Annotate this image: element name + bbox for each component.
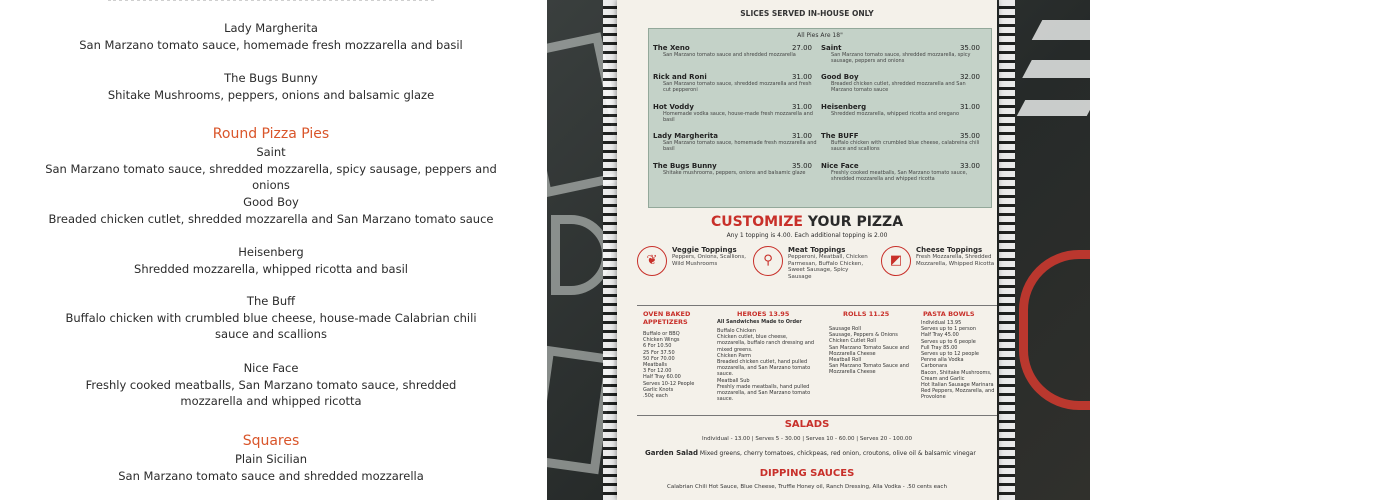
pie-entry bbox=[821, 73, 986, 93]
customize-pricing: Any 1 topping is 4.00. Each additional topping is 2.00 bbox=[726, 232, 888, 239]
pie-desc: San Marzano tomato sauce, shredded mozzarella, spicy sausage, peppers and onions bbox=[831, 52, 971, 64]
pie-name: The Bugs Bunny bbox=[653, 162, 717, 170]
menu-text-column bbox=[40, 0, 502, 500]
item-description: Buffalo chicken with crumbled blue cheese, house-made Calabrian chili sauce and scallions bbox=[65, 310, 477, 341]
graffiti-stripe bbox=[1022, 60, 1090, 78]
item-description: Shitake Mushrooms, peppers, onions and balsamic glaze bbox=[107, 87, 435, 102]
item-description: San Marzano tomato sauce, shredded mozzarella, spicy sausage, peppers and onions bbox=[45, 161, 497, 192]
menu-item bbox=[40, 244, 502, 277]
topping-group bbox=[637, 246, 757, 267]
menu-line: Serves up to 12 people bbox=[921, 351, 979, 358]
pie-price: 27.00 bbox=[791, 44, 812, 52]
menu-line: .50¢ each bbox=[643, 393, 668, 400]
pie-name: Heisenberg bbox=[821, 103, 867, 111]
pie-desc: Homemade vodka sauce, house-made fresh mozzarella and basil bbox=[663, 111, 813, 123]
menu-line: Sausage, Peppers & Onions bbox=[829, 332, 898, 339]
pie-name: Good Boy bbox=[821, 73, 859, 81]
slices-notice: SLICES SERVED IN-HOUSE ONLY bbox=[740, 9, 874, 18]
your-pizza-word: YOUR PIZZA bbox=[807, 214, 904, 230]
pie-name: Lady Margherita bbox=[653, 132, 718, 140]
item-name: Heisenberg bbox=[238, 245, 304, 259]
pie-entry bbox=[821, 162, 986, 182]
all-pies-note: All Pies Are 18" bbox=[797, 32, 843, 39]
pie-price: 31.00 bbox=[791, 103, 812, 111]
pie-name: Saint bbox=[821, 44, 842, 52]
item-description: Breaded chicken cutlet, shredded mozzarella and San Marzano tomato sauce bbox=[48, 211, 494, 226]
menu-line: Meatballs bbox=[643, 362, 668, 369]
pie-desc: Shitake mushrooms, peppers, onions and balsamic glaze bbox=[663, 170, 806, 176]
pie-entry bbox=[653, 103, 818, 123]
pie-entry bbox=[821, 44, 986, 64]
menu-line: Hot Italian Sausage Marinara bbox=[921, 382, 994, 389]
topping-desc: Pepperoni, Meatball, Chicken Parmesan, Buffalo Chicken, Sweet Sausage, Spicy Sausage bbox=[788, 254, 868, 280]
pie-desc: Freshly cooked meatballs, San Marzano tomato sauce, shredded mozzarella and whipped ricotta bbox=[831, 170, 968, 182]
menu-line: Chicken cutlet, blue cheese, mozzarella, buffalo ranch dressing and mixed greens. bbox=[717, 334, 815, 353]
menu-line: Penne alla Vodka bbox=[921, 357, 964, 364]
pie-price: 33.00 bbox=[959, 162, 980, 170]
menu-line: Freshly made meatballs, hand pulled mozzarella, and San Marzano tomato sauce. bbox=[717, 383, 811, 403]
pie-name: The BUFF bbox=[821, 132, 859, 140]
pie-entry bbox=[821, 132, 986, 152]
pie-price: 35.00 bbox=[791, 162, 812, 170]
item-name: Saint bbox=[256, 145, 286, 159]
menu-line: 25 For 37.50 bbox=[643, 349, 675, 356]
menu-line: Meatball Roll bbox=[829, 357, 862, 364]
pie-name: Nice Face bbox=[821, 162, 859, 170]
pie-price: 31.00 bbox=[791, 73, 812, 81]
garden-salad-name: Garden Salad bbox=[645, 449, 698, 457]
menu-line: Serves up to 1 person bbox=[921, 326, 976, 333]
pies-box bbox=[648, 28, 992, 208]
pie-name: The Xeno bbox=[653, 44, 690, 52]
pie-name: Rick and Roni bbox=[653, 73, 707, 81]
pasta-heading: PASTA BOWLS bbox=[923, 310, 975, 318]
menu-line: Breaded chicken cutlet, hand pulled mozzarella, and San Marzano tomato sauce. bbox=[717, 359, 811, 378]
menu-line: Buffalo or BBQ bbox=[643, 331, 680, 337]
dipping-list: Calabrian Chili Hot Sauce, Blue Cheese, Truffle Honey oil, Ranch Dressing, Alla Vodka - .50 cents each bbox=[667, 484, 947, 490]
salads-pricing: Individual - 13.00 | Serves 5 - 30.00 | Serves 10 - 60.00 | Serves 20 - 100.00 bbox=[702, 436, 912, 442]
menu-border-strip bbox=[999, 0, 1015, 500]
menu-photo bbox=[547, 0, 1090, 500]
pie-desc: Breaded chicken cutlet, shredded mozzarella and San Marzano tomato sauce bbox=[831, 81, 966, 93]
menu-line: Full Tray 85.00 bbox=[921, 344, 958, 351]
topping-name: Cheese Toppings bbox=[916, 246, 983, 254]
garden-salad-desc: Mixed greens, cherry tomatoes, chickpeas, red onion, croutons, olive oil & balsamic vinegar bbox=[699, 450, 976, 457]
graffiti-stripe bbox=[1017, 100, 1090, 116]
veggie-icon: ❦ bbox=[637, 246, 667, 276]
pie-entry bbox=[653, 73, 818, 93]
item-description: Freshly cooked meatballs, San Marzano tomato sauce, shredded mozzarella and whipped ricotta bbox=[85, 377, 457, 408]
heroes-sub: All Sandwiches Made to Order bbox=[717, 319, 802, 325]
heroes-heading: HEROES 13.95 bbox=[737, 310, 790, 318]
graffiti-stripe bbox=[1032, 20, 1090, 40]
item-name: Plain Sicilian bbox=[234, 452, 308, 466]
pasta-list bbox=[921, 320, 997, 401]
menu-line: San Marzano Tomato Sauce and Mozzarella Cheese bbox=[829, 344, 909, 357]
menu-item bbox=[40, 293, 502, 343]
topping-name: Veggie Toppings bbox=[672, 246, 737, 254]
menu-line: Chicken Parm bbox=[717, 352, 752, 359]
pie-entry bbox=[821, 103, 986, 117]
menu-line: Bacon, Shiitake Mushrooms, Cream and Garlic bbox=[921, 369, 992, 382]
item-name: Good Boy bbox=[243, 195, 299, 209]
menu-line: 3 For 12.00 bbox=[643, 368, 672, 375]
menu-line: Buffalo Chicken bbox=[717, 328, 756, 334]
section-heading-squares: Squares bbox=[242, 433, 300, 449]
oven-list bbox=[643, 331, 723, 399]
customize-word: CUSTOMIZE bbox=[710, 214, 803, 230]
pie-price: 31.00 bbox=[959, 103, 980, 111]
pie-desc: Shredded mozzarella, whipped ricotta and oregano bbox=[831, 111, 960, 117]
menu-line: Carbonara bbox=[921, 363, 948, 370]
rolls-heading: ROLLS 11.25 bbox=[843, 310, 890, 318]
item-description: Shredded mozzarella, whipped ricotta and basil bbox=[134, 261, 408, 276]
menu-item bbox=[40, 20, 502, 53]
menu-line: Meatball Sub bbox=[717, 377, 750, 384]
menu-item bbox=[40, 70, 502, 103]
menu-line: Red Peppers, Mozzarella, and Provolone bbox=[921, 388, 995, 401]
item-name: Nice Face bbox=[243, 361, 299, 375]
pie-entry bbox=[653, 44, 818, 58]
item-description: San Marzano tomato sauce, homemade fresh mozzarella and basil bbox=[79, 37, 463, 52]
topping-group bbox=[881, 246, 997, 267]
meat-icon: ⚲ bbox=[753, 246, 783, 276]
pie-desc: San Marzano tomato sauce and shredded mozzarella bbox=[663, 52, 796, 58]
dipping-heading: DIPPING SAUCES bbox=[759, 468, 855, 479]
pie-desc: San Marzano tomato sauce, shredded mozzarella and fresh cut pepperoni bbox=[663, 81, 812, 93]
pie-price: 35.00 bbox=[959, 44, 980, 52]
menu-line: Half Tray 60.00 bbox=[643, 374, 681, 381]
topping-group bbox=[753, 246, 873, 280]
menu-item bbox=[40, 144, 502, 194]
menu-item bbox=[40, 194, 502, 227]
pie-price: 35.00 bbox=[959, 132, 980, 140]
menu-item bbox=[40, 360, 502, 410]
pie-price: 32.00 bbox=[959, 73, 980, 81]
menu-line: Half Tray 45.00 bbox=[921, 332, 959, 339]
divider bbox=[637, 305, 997, 306]
menu-line: Sausage Roll bbox=[829, 326, 862, 332]
pie-price: 31.00 bbox=[791, 132, 812, 140]
menu-line: Individual 13.95 bbox=[921, 320, 962, 326]
item-name: Lady Margherita bbox=[224, 21, 318, 35]
section-heading-round: Round Pizza Pies bbox=[212, 126, 330, 142]
menu-line: Serves 10-12 People bbox=[643, 380, 695, 387]
topping-name: Meat Toppings bbox=[788, 246, 846, 254]
item-name: The Bugs Bunny bbox=[224, 71, 318, 85]
menu-line: San Marzano Tomato Sauce and Mozzarella Cheese bbox=[829, 363, 909, 376]
menu-line: Chicken Wings bbox=[643, 337, 680, 344]
customize-heading bbox=[617, 214, 997, 230]
menu-line: 6 For 10.50 bbox=[643, 343, 672, 350]
cropped-text-line bbox=[108, 0, 434, 2]
menu-line: Serves up to 6 people bbox=[921, 338, 976, 345]
oven-heading: OVEN BAKED APPETIZERS bbox=[643, 310, 691, 326]
pie-desc: Buffalo chicken with crumbled blue cheese, calabreina chili sauce and scallions bbox=[831, 140, 980, 152]
printed-menu bbox=[617, 0, 997, 500]
item-description: San Marzano tomato sauce and shredded mozzarella bbox=[118, 468, 424, 483]
menu-line: 50 For 70.00 bbox=[643, 355, 675, 362]
divider bbox=[637, 415, 997, 416]
pie-desc: San Marzano tomato sauce, homemade fresh mozzarella and basil bbox=[663, 140, 817, 152]
rolls-list bbox=[829, 326, 914, 376]
garden-salad bbox=[645, 449, 995, 457]
heroes-list bbox=[717, 328, 817, 402]
menu-line: Chicken Cutlet Roll bbox=[829, 338, 877, 345]
menu-line: Garlic Knots bbox=[643, 386, 674, 393]
pie-entry bbox=[653, 132, 818, 152]
topping-desc: Peppers, Onions, Scallions, Wild Mushrooms bbox=[672, 254, 746, 267]
menu-item bbox=[40, 451, 502, 484]
pie-name: Hot Voddy bbox=[653, 103, 694, 111]
cheese-icon: ◩ bbox=[881, 246, 911, 276]
salads-heading: SALADS bbox=[784, 419, 830, 430]
item-name: The Buff bbox=[246, 294, 296, 308]
pie-entry bbox=[653, 162, 818, 176]
topping-desc: Fresh Mozzarella, Shredded Mozzarella, Whipped Ricotta bbox=[916, 254, 995, 267]
